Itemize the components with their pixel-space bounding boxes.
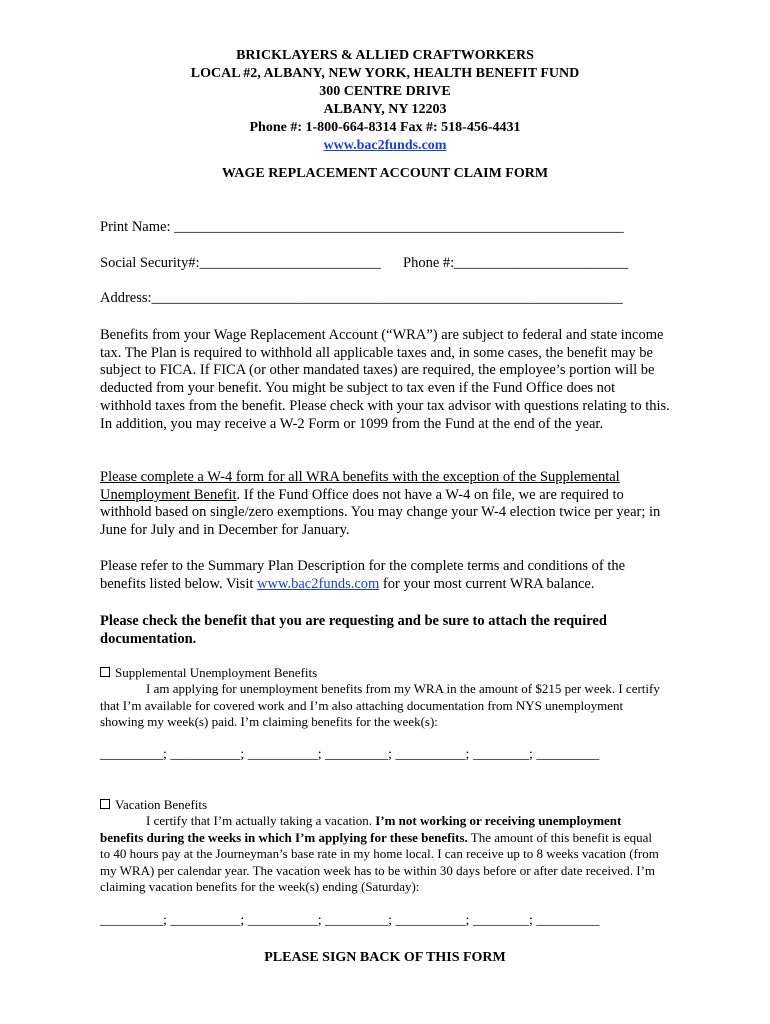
unemployment-checkbox[interactable] [100,667,110,677]
spd-text-before: Please refer to the Summary Plan Description for the complete terms and conditions of the benefits listed below. Visit [100,558,626,592]
vacation-weeks-input[interactable]: _________; __________; __________; _________; __________; ________; _________ [100,913,600,928]
w4-paragraph [100,469,670,540]
w4-rest-text: . If the Fund Office does not have a W-4 on file, we are required to withhold based on single/zero exemptions. You may change your W-4 election twice per year; in June for July and in December for January. [100,486,661,539]
sign-back-notice: PLEASE SIGN BACK OF THIS FORM [264,950,506,965]
unemployment-weeks-input[interactable]: _________; __________; __________; _________; __________; ________; _________ [100,747,600,762]
street-address: 300 CENTRE DRIVE [319,84,451,99]
unemployment-section-header [100,665,317,681]
form-header [0,47,770,155]
tax-info-paragraph: Benefits from your Wage Replacement Account (“WRA”) are subject to federal and state income tax. The Plan is required to withhold all applicable taxes and, in some cases, the benefit may be subject to FICA. If FICA (or other mandated taxes) are required, the employee’s portion will be deducted from your benefit. You might be subject to tax even if the Fund Office does not withhold taxes from the benefit. Please check with your tax advisor with questions relating to this. In addition, you may receive a W-2 Form or 1099 from the Fund at the end of the year. [100,327,670,432]
org-name-line2: LOCAL #2, ALBANY, NEW YORK, HEALTH BENEFIT FUND [190,66,580,81]
vacation-checkbox[interactable] [100,799,110,809]
phone-fax: Phone #: 1-800-664-8314 Fax #: 518-456-4431 [249,120,521,135]
vacation-body-bold: I’m not working or receiving unemployment benefits during the weeks in which I’m applying for these benefits. [100,813,622,845]
social-security-field[interactable]: Social Security#:_________________________ [100,255,381,271]
unemployment-body-text: I am applying for unemployment benefits from my WRA in the amount of $215 per week. I certify that I’m available for covered work and I’m also attaching documentation from NYS unemployment showing my week(s) paid. I’m claiming benefits for the week(s): [100,681,660,729]
w4-underlined-text: Please complete a W-4 form for all WRA benefits with the exception of the Supplemental Unemployment Benefit [100,469,620,503]
spd-website-link[interactable]: www.bac2funds.com [257,575,380,592]
unemployment-body [100,681,665,731]
form-title: WAGE REPLACEMENT ACCOUNT CLAIM FORM [221,166,549,181]
website-link[interactable]: www.bac2funds.com [323,138,447,153]
spd-paragraph [100,558,670,593]
check-instruction: Please check the benefit that you are requesting and be sure to attach the required documentation. [100,613,607,647]
phone-field[interactable]: Phone #:________________________ [403,255,629,271]
city-state-zip: ALBANY, NY 12203 [323,102,447,117]
org-name-line1: BRICKLAYERS & ALLIED CRAFTWORKERS [236,48,534,63]
vacation-section-header [100,797,207,813]
print-name-field[interactable]: Print Name: ______________________________________________________________ [100,219,624,235]
address-field[interactable]: Address:_________________________________________________________________ [100,290,623,306]
spd-text-after: for your most current WRA balance. [379,575,595,592]
vacation-body-text-before: I certify that I’m actually taking a vacation. [146,813,376,828]
vacation-body [100,813,665,896]
vacation-title: Vacation Benefits [115,797,208,812]
vacation-body-text-after: The amount of this benefit is equal to 40 hours pay at the Journeyman’s base rate in my home local. I can receive up to 8 weeks vacation (from my WRA) per calendar year. The vacation week has to be within 30 days before or after date received. I’m claiming vacation benefits for the week(s) ending (Saturday): [100,829,659,894]
unemployment-title: Supplemental Unemployment Benefits [115,665,318,680]
